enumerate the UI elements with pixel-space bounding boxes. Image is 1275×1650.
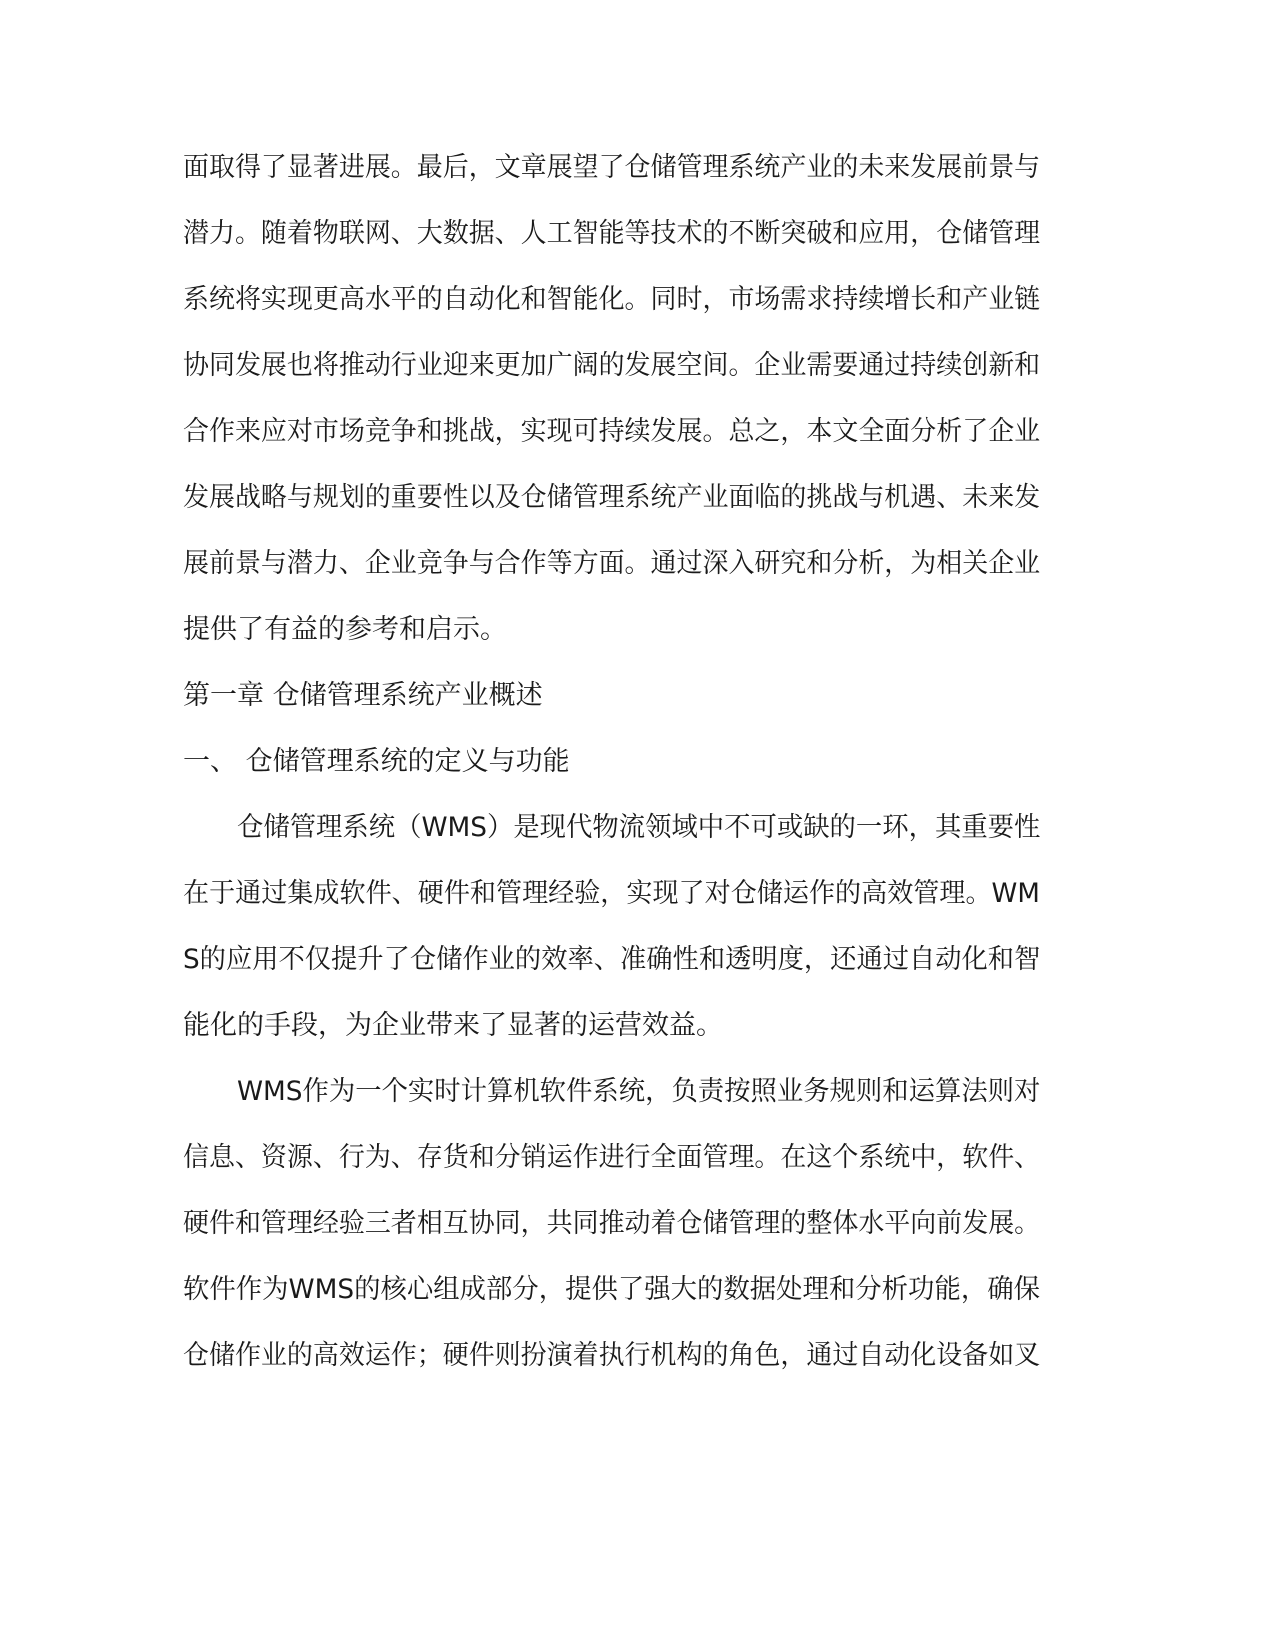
paragraph-line: 面取得了显著进展。最后，文章展望了仓储管理系统产业的未来发展前景与 [183, 152, 1041, 183]
paragraph-line: 提供了有益的参考和启示。 [183, 614, 507, 645]
chapter-heading: 第一章 仓储管理系统产业概述 [183, 680, 543, 711]
paragraph-line: 展前景与潜力、企业竞争与合作等方面。通过深入研究和分析，为相关企业 [183, 548, 1041, 579]
paragraph-line: 系统将实现更高水平的自动化和智能化。同时，市场需求持续增长和产业链 [183, 284, 1041, 315]
paragraph-line: WMS作为一个实时计算机软件系统，负责按照业务规则和运算法则对 [237, 1076, 1041, 1107]
paragraph-line: 协同发展也将推动行业迎来更加广阔的发展空间。企业需要通过持续创新和 [183, 350, 1041, 381]
paragraph-line: S的应用不仅提升了仓储作业的效率、准确性和透明度，还通过自动化和智 [183, 944, 1041, 975]
section-heading: 一、 仓储管理系统的定义与功能 [183, 746, 570, 777]
paragraph-line: 潜力。随着物联网、大数据、人工智能等技术的不断突破和应用，仓储管理 [183, 218, 1041, 249]
paragraph-line: 合作来应对市场竞争和挑战，实现可持续发展。总之，本文全面分析了企业 [183, 416, 1041, 447]
paragraph-line: 能化的手段，为企业带来了显著的运营效益。 [183, 1010, 723, 1041]
paragraph-line: 发展战略与规划的重要性以及仓储管理系统产业面临的挑战与机遇、未来发 [183, 482, 1041, 513]
paragraph-line: 硬件和管理经验三者相互协同，共同推动着仓储管理的整体水平向前发展。 [183, 1208, 1041, 1239]
paragraph-line: 仓储作业的高效运作；硬件则扮演着执行机构的角色，通过自动化设备如叉 [183, 1340, 1041, 1371]
paragraph-line: 在于通过集成软件、硬件和管理经验，实现了对仓储运作的高效管理。WM [183, 878, 1040, 909]
paragraph-line: 信息、资源、行为、存货和分销运作进行全面管理。在这个系统中，软件、 [183, 1142, 1041, 1173]
paragraph-line: 软件作为WMS的核心组成部分，提供了强大的数据处理和分析功能，确保 [183, 1274, 1040, 1305]
paragraph-line: 仓储管理系统（WMS）是现代物流领域中不可或缺的一环，其重要性 [237, 812, 1041, 843]
